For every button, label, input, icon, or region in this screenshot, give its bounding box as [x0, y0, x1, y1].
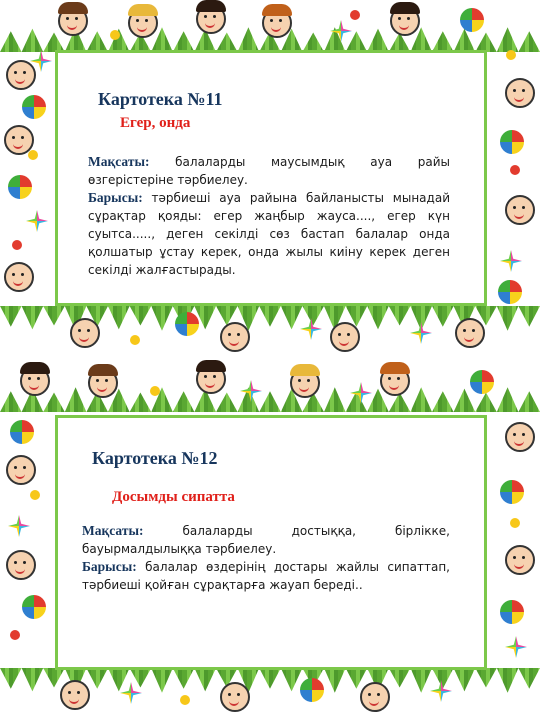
flower-icon [150, 386, 160, 396]
flower-icon [110, 30, 120, 40]
child-face-icon [505, 195, 535, 225]
flower-icon [510, 165, 520, 175]
goal-text: балаларды маусымдық ауа райы өзгерістеріне тәрбиелеу. [88, 155, 450, 187]
ball-icon [22, 595, 46, 619]
child-face-icon [330, 322, 360, 352]
flower-icon [510, 518, 520, 528]
pinwheel-icon [26, 210, 48, 232]
flower-icon [28, 150, 38, 160]
child-face-icon [60, 680, 90, 710]
child-face-icon [505, 545, 535, 575]
ball-icon [22, 95, 46, 119]
card-panel [55, 50, 487, 306]
goal-label: Мақсаты: [82, 523, 144, 538]
child-face-icon [6, 550, 36, 580]
card-body [82, 522, 450, 594]
child-hair-icon [262, 4, 292, 16]
goal-paragraph [82, 522, 450, 558]
flower-icon [180, 695, 190, 705]
pinwheel-icon [410, 322, 432, 344]
child-face-icon [505, 422, 535, 452]
process-paragraph [82, 558, 450, 594]
flower-icon [12, 240, 22, 250]
child-hair-icon [128, 4, 158, 16]
child-hair-icon [88, 364, 118, 376]
child-hair-icon [196, 0, 226, 12]
ball-icon [500, 600, 524, 624]
card-title: Картотека №11 [98, 89, 223, 109]
child-face-icon [220, 322, 250, 352]
flower-icon [30, 490, 40, 500]
child-face-icon [360, 682, 390, 712]
child-hair-icon [290, 364, 320, 376]
pinwheel-icon [8, 515, 30, 537]
pinwheel-icon [300, 318, 322, 340]
child-face-icon [455, 318, 485, 348]
process-text: тәрбиеші ауа райына байланысты мынадай сұрақтар қояды: егер жаңбыр жауса...., егер күн суытса....., деген секілді сөз бастап балалар онда қолшатыр ұстау керек, онда жылы киіну керек деген секілді жалғастырады. [88, 191, 450, 277]
child-face-icon [4, 262, 34, 292]
flower-icon [350, 10, 360, 20]
pinwheel-icon [240, 380, 262, 402]
process-label: Барысы: [88, 190, 143, 205]
process-text: балалар өздерінің достары жайлы сипаттап, тәрбиеші қойған сұрақтарға жауап береді.. [82, 560, 450, 592]
pinwheel-icon [500, 250, 522, 272]
ball-icon [470, 370, 494, 394]
goal-label: Мақсаты: [88, 154, 150, 169]
goal-text: балаларды достыққа, бірлікке, бауырмалдылыққа тәрбиелеу. [82, 524, 450, 556]
flower-icon [506, 50, 516, 60]
flower-icon [130, 335, 140, 345]
ball-icon [500, 480, 524, 504]
pinwheel-icon [505, 636, 527, 658]
child-face-icon [70, 318, 100, 348]
child-face-icon [6, 455, 36, 485]
ball-icon [500, 130, 524, 154]
child-hair-icon [390, 2, 420, 14]
card-title: Картотека №12 [92, 448, 218, 468]
ball-icon [10, 420, 34, 444]
process-paragraph [88, 189, 450, 279]
child-hair-icon [380, 362, 410, 374]
card-subtitle: Егер, онда [120, 115, 191, 131]
ball-icon [498, 280, 522, 304]
child-hair-icon [20, 362, 50, 374]
pinwheel-icon [430, 680, 452, 702]
child-hair-icon [196, 360, 226, 372]
flower-icon [10, 630, 20, 640]
child-hair-icon [58, 2, 88, 14]
ball-icon [300, 678, 324, 702]
ball-icon [8, 175, 32, 199]
card-frame-12 [0, 360, 540, 720]
card-panel [55, 415, 487, 670]
child-face-icon [220, 682, 250, 712]
child-face-icon [6, 60, 36, 90]
goal-paragraph [88, 153, 450, 189]
card-body [88, 153, 450, 279]
ball-icon [175, 312, 199, 336]
ball-icon [460, 8, 484, 32]
card-subtitle: Досымды сипатта [112, 489, 235, 505]
pinwheel-icon [120, 682, 142, 704]
process-label: Барысы: [82, 559, 137, 574]
grass-border-top [0, 386, 540, 412]
child-face-icon [505, 78, 535, 108]
